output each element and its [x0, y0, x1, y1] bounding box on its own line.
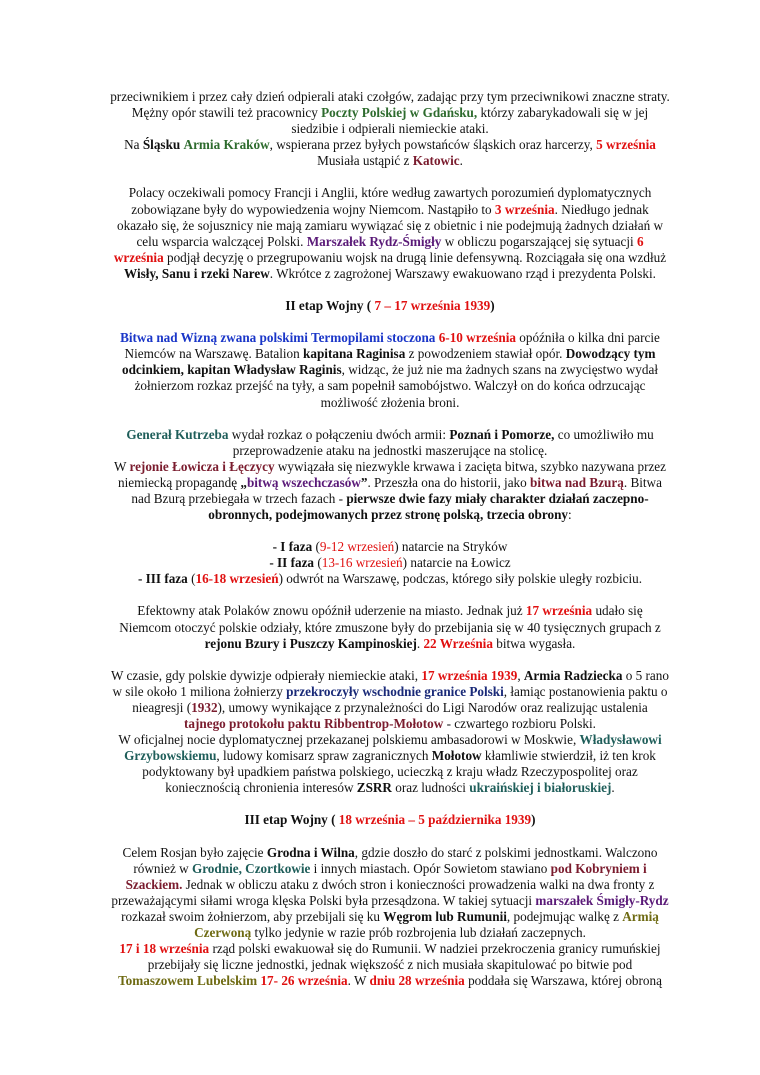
paragraph-spacer	[110, 829, 670, 845]
paragraph	[110, 941, 670, 989]
highlighted-term: bitwą wszechczasów	[246, 474, 361, 490]
paragraph	[110, 330, 670, 410]
paragraph	[110, 137, 670, 169]
text-run: pierwsze dwie fazy miały charakter działań zaczepno-obronnych, podejmowanych przez stronę polską, trzecia obrony	[208, 490, 649, 523]
text-run: - II faza	[269, 555, 315, 571]
text-run: podjął decyzję o przegrupowaniu wojsk na drugą linie defensywną. Rozciągała się ona wzdłuż	[163, 249, 667, 265]
text-run: Grodna i Wilna	[266, 844, 355, 860]
text-run: W	[113, 458, 130, 474]
highlighted-term: 17 września 1939	[421, 667, 518, 683]
paragraph	[110, 459, 670, 523]
text-run: (	[312, 539, 320, 555]
text-run: kłamliwie stwierdził, iż ten krok podyktowany był upadkiem państwa polskiego, ucieczką z kraju władz Rzeczypospolitej oraz koniecznością chronienia interesów	[142, 748, 656, 796]
text-run: Śląsku	[142, 137, 181, 153]
paragraph-spacer	[110, 587, 670, 603]
highlighted-term: Generał Kutrzeba	[126, 426, 229, 442]
text-run: ) natarcie na Łowicz	[402, 555, 511, 571]
text-run: . Przeszła ona do historii, jako	[367, 474, 531, 490]
text-run: z powodzeniem stawiał opór.	[405, 346, 566, 362]
text-run: , podejmując walkę z	[506, 908, 623, 924]
text-run: Wisły, Sanu i rzeki Narew	[124, 265, 270, 281]
text-run: III etap Wojny (	[244, 812, 339, 828]
text-run: ZSRR	[356, 780, 392, 796]
highlighted-term: 7 – 17 września 1939	[374, 298, 491, 314]
highlighted-term: bitwa nad Bzurą	[530, 474, 624, 490]
text-run: kapitana Raginisa	[303, 346, 406, 362]
text-run: , ludowy komisarz spraw zagranicznych	[216, 748, 432, 764]
highlighted-term: Armią Czerwoną	[194, 908, 659, 941]
highlighted-term: pod Kobryniem i Szackiem.	[125, 860, 647, 892]
highlighted-term: Bitwa nad Wizną zwana polskimi Termopilami stoczona	[120, 330, 436, 346]
paragraph	[110, 571, 670, 587]
highlighted-term: 22 Września	[423, 635, 493, 651]
text-run: Na	[124, 137, 143, 153]
text-run: wydał rozkaz o połączeniu dwóch armii:	[228, 426, 450, 442]
text-run: ) odwrót na Warszawę, podczas, którego siły polskie uległy rozbiciu.	[278, 571, 643, 587]
highlighted-term: Władysławowi Grzybowskiemu	[124, 732, 662, 764]
text-run: .	[611, 780, 615, 796]
text-run: , łamiąc postanowienia paktu o nieagresji (	[132, 683, 668, 715]
highlighted-term: 6 września	[113, 233, 644, 265]
highlighted-term: marszałek Śmigły-Rydz	[535, 892, 669, 908]
paragraph-spacer	[110, 652, 670, 668]
text-run: . Bitwa nad Bzurą przebiegała w trzech fazach -	[131, 474, 662, 506]
text-run: .	[459, 153, 463, 169]
text-run: , gdzie doszło do starć z polskimi jednostkami. Walczono również w	[133, 844, 658, 876]
text-run: poddała się Warszawa, której obroną	[464, 973, 662, 989]
text-run: Polacy oczekiwali pomocy Francji i Anglii, które według zawartych porozumień dyplomatycznych zobowiązane były do wypowiedzenia wojny Niemcom. Nastąpiło to	[128, 185, 652, 217]
text-run: Armia Radziecka	[523, 667, 623, 683]
highlighted-term: 6-10 września	[438, 330, 516, 346]
paragraph-spacer	[110, 169, 670, 185]
text-run: Węgrom lub Rumunii	[383, 908, 507, 924]
text-run: o 5 rano w sile około 1 miliona żołnierzy	[112, 667, 669, 699]
highlighted-term: rejonie Łowicza i Łęczycy	[129, 458, 275, 474]
text-run: ”	[360, 474, 368, 490]
text-run: Efektowny atak Polaków znowu opóźnił uderzenie na miasto. Jednak już	[137, 603, 526, 619]
paragraph	[110, 732, 670, 796]
paragraph-spacer	[110, 411, 670, 427]
text-run: , widząc, że już nie ma żadnych szans na zwycięstwo wydał żołnierzom rozkaz przejść na tyły, a sam popełnił samobójstwo. Walczył on do końca odrzucając możliwość złożenia broni.	[134, 362, 658, 410]
text-run: ) natarcie na Stryków	[394, 539, 508, 555]
highlighted-term: 18 września – 5 października 1939	[338, 812, 532, 828]
highlighted-term: 3 września	[494, 201, 555, 217]
text-run: „	[240, 474, 247, 490]
text-run: Mołotow	[431, 748, 482, 764]
section-heading	[110, 812, 670, 828]
text-run: .	[416, 635, 424, 651]
highlighted-term: Marszałek Rydz-Śmigły	[306, 233, 442, 249]
paragraph	[110, 555, 670, 571]
text-run: oraz ludności	[391, 780, 470, 796]
highlighted-term: 1932	[191, 699, 218, 715]
highlighted-term: dniu 28 września	[369, 973, 465, 989]
paragraph-spacer	[110, 314, 670, 330]
highlighted-term: 5 września	[596, 137, 656, 153]
text-run: W oficjalnej nocie dyplomatycznej przekazanej polskiemu ambasadorowi w Moskwie,	[118, 732, 580, 748]
text-run: )	[531, 812, 536, 828]
text-run: :	[568, 507, 572, 523]
text-run: udało się Niemcom otoczyć polskie odziały, które zmuszone były do przebijania się w 40 tysięcznych grupach z	[119, 603, 661, 635]
text-run: (	[314, 555, 322, 571]
highlighted-term: Poczty Polskiej w Gdańsku,	[321, 105, 478, 121]
paragraph-spacer	[110, 282, 670, 298]
paragraph	[110, 668, 670, 732]
text-run: co umożliwiło mu przeprowadzenie ataku na jednostki maszerujące na stolicę.	[232, 426, 654, 458]
text-run: Dowodzący tym odcinkiem, kapitan Władysław Raginis	[122, 346, 656, 378]
paragraph-spacer	[110, 523, 670, 539]
text-run: przeciwnikiem i przez cały dzień odpierali ataki czołgów, zadając przy tym przeciwnikowi znaczne straty. Mężny opór stawili też pracownicy	[110, 89, 670, 121]
highlighted-term: 17 września	[525, 603, 593, 619]
highlighted-term: 17 i 18 września	[119, 941, 210, 957]
paragraph	[110, 89, 670, 137]
text-run: ), umowy wynikające z przynależności do Ligi Narodów oraz realizując ustalenia	[217, 699, 648, 715]
highlighted-term: 17- 26 września	[260, 973, 348, 989]
paragraph	[110, 185, 670, 282]
text-run: którzy zabarykadowali się w jej siedzibie i odpierali niemieckie ataki.	[291, 105, 649, 137]
text-run: W czasie, gdy polskie dywizje odpierały niemieckie ataki,	[111, 667, 422, 683]
text-run: bitwa wygasła.	[492, 635, 576, 651]
text-run: w obliczu pogarszającej się sytuacji	[441, 233, 637, 249]
text-run: - III faza	[137, 571, 188, 587]
text-run: . Niedługo jednak okazało się, że sojusznicy nie mają zamiaru wywiązać się z obietnic i nie podejmują żadnych działań w celu wsparcia walczącej Polski.	[117, 201, 663, 249]
paragraph-spacer	[110, 796, 670, 812]
highlighted-term: 9-12 wrzesień	[319, 539, 395, 555]
text-run: rejonu Bzury i Puszczy Kampinoskiej	[204, 635, 417, 651]
text-run: rozkazał swoim żołnierzom, aby przebijali się ku	[121, 908, 384, 924]
text-run: Poznań i Pomorze,	[449, 426, 555, 442]
text-run: )	[490, 298, 495, 314]
highlighted-term: 16-18 wrzesień	[195, 571, 279, 587]
paragraph	[110, 427, 670, 459]
text-run: - I faza	[272, 539, 313, 555]
highlighted-term: przekroczyły wschodnie granice Polski	[286, 683, 504, 699]
paragraph	[110, 845, 670, 942]
text-run: tylko jedynie w razie prób rozbrojenia lub działań zaczepnych.	[251, 925, 586, 941]
text-run: opóźniła o kilka dni parcie Niemców na Warszawę. Batalion	[124, 330, 660, 362]
highlighted-term: Armia Kraków	[183, 137, 270, 153]
text-run: Musiała ustąpić z	[317, 153, 413, 169]
text-run: II etap Wojny (	[285, 298, 375, 314]
text-run: ,	[517, 667, 524, 683]
text-run: Jednak w obliczu ataku z dwóch stron i konieczności prowadzenia walki na dwa fronty z przeważającymi siłami wroga klęska Polski była przesądzona. W takiej sytuacji	[111, 876, 655, 908]
document-body	[110, 89, 670, 989]
section-heading	[110, 298, 670, 314]
highlighted-term: Tomaszowem Lubelskim	[118, 973, 258, 989]
highlighted-term: tajnego protokołu paktu Ribbentrop-Mołotow	[184, 716, 444, 731]
text-run: , wspierana przez byłych powstańców śląskich oraz harcerzy,	[269, 137, 597, 153]
text-run: - czwartego rozbioru Polski.	[443, 716, 596, 731]
text-run: Celem Rosjan było zajęcie	[122, 844, 267, 860]
text-run: rząd polski ewakuował się do Rumunii. W nadziei przekroczenia granicy rumuńskiej przebijały się liczne jednostki, jednak większość z nich musiała skapitulować po bitwie pod	[147, 941, 661, 973]
text-run: (	[187, 571, 196, 587]
text-run: . Wkrótce z zagrożonej Warszawy ewakuowano rząd i prezydenta Polski.	[269, 265, 656, 281]
highlighted-term: 13-16 wrzesień	[321, 555, 403, 571]
paragraph	[110, 603, 670, 651]
highlighted-term: Grodnie, Czortkowie	[191, 860, 311, 876]
highlighted-term: ukraińskiej i białoruskiej	[469, 780, 612, 796]
paragraph	[110, 539, 670, 555]
text-run: i innych miastach. Opór Sowietom stawiano	[310, 860, 551, 876]
text-run: . W	[347, 973, 370, 989]
text-run: wywiązała się niezwykle krwawa i zacięta bitwa, szybko nazywana przez niemiecką propagandę	[118, 458, 667, 490]
highlighted-term: Katowic	[412, 153, 460, 169]
